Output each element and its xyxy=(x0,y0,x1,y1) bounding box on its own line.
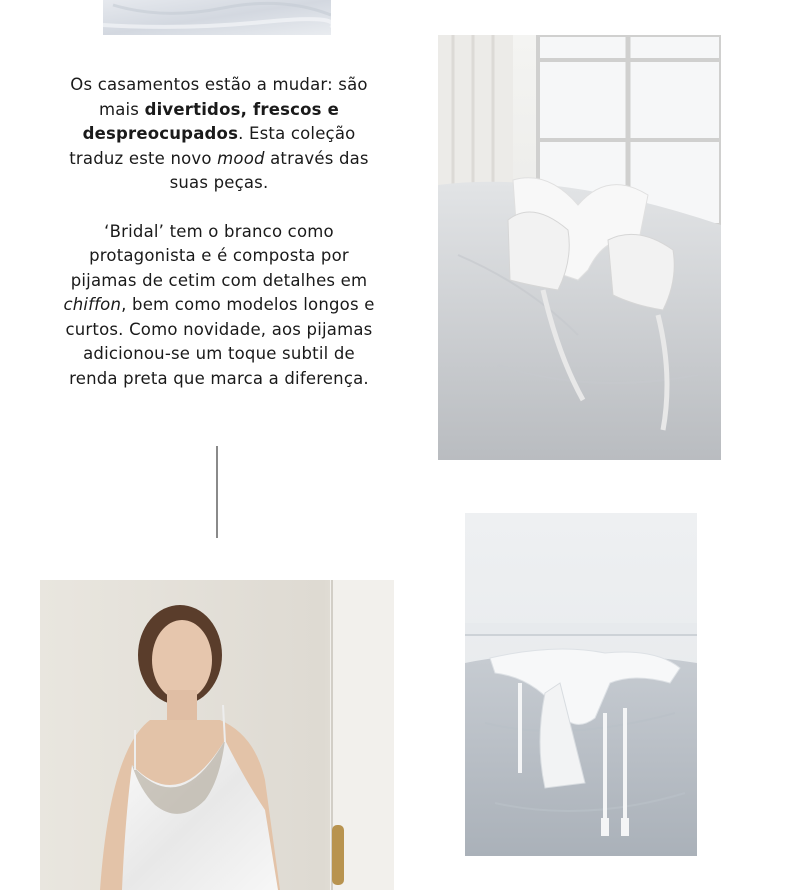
vertical-divider xyxy=(216,446,218,538)
intro-text xyxy=(60,73,378,391)
bridal-italic-word: chiffon xyxy=(63,295,122,314)
intro-italic-word: mood xyxy=(217,148,265,168)
model-photo xyxy=(40,580,394,890)
bridal-paragraph: ‘Bridal’ tem o branco como protagonista e é composta por pijamas de cetim com detalhes em chiffon, bem como modelos longos e curtos. Como novidade, aos pijamas adicionou-se um toque subtil de renda preta que marca a diferença. xyxy=(63,221,375,388)
top-fabric-image xyxy=(103,0,331,35)
bra-photo xyxy=(438,35,721,460)
intro-paragraph: Os casamentos estão a mudar: são mais divertidos, frescos e despreocupados. Esta coleção traduz este novo mood através das suas peças. xyxy=(69,75,369,192)
intro-bold-phrase: divertidos, frescos e despreocupados xyxy=(82,99,340,143)
garter-photo xyxy=(465,513,697,856)
